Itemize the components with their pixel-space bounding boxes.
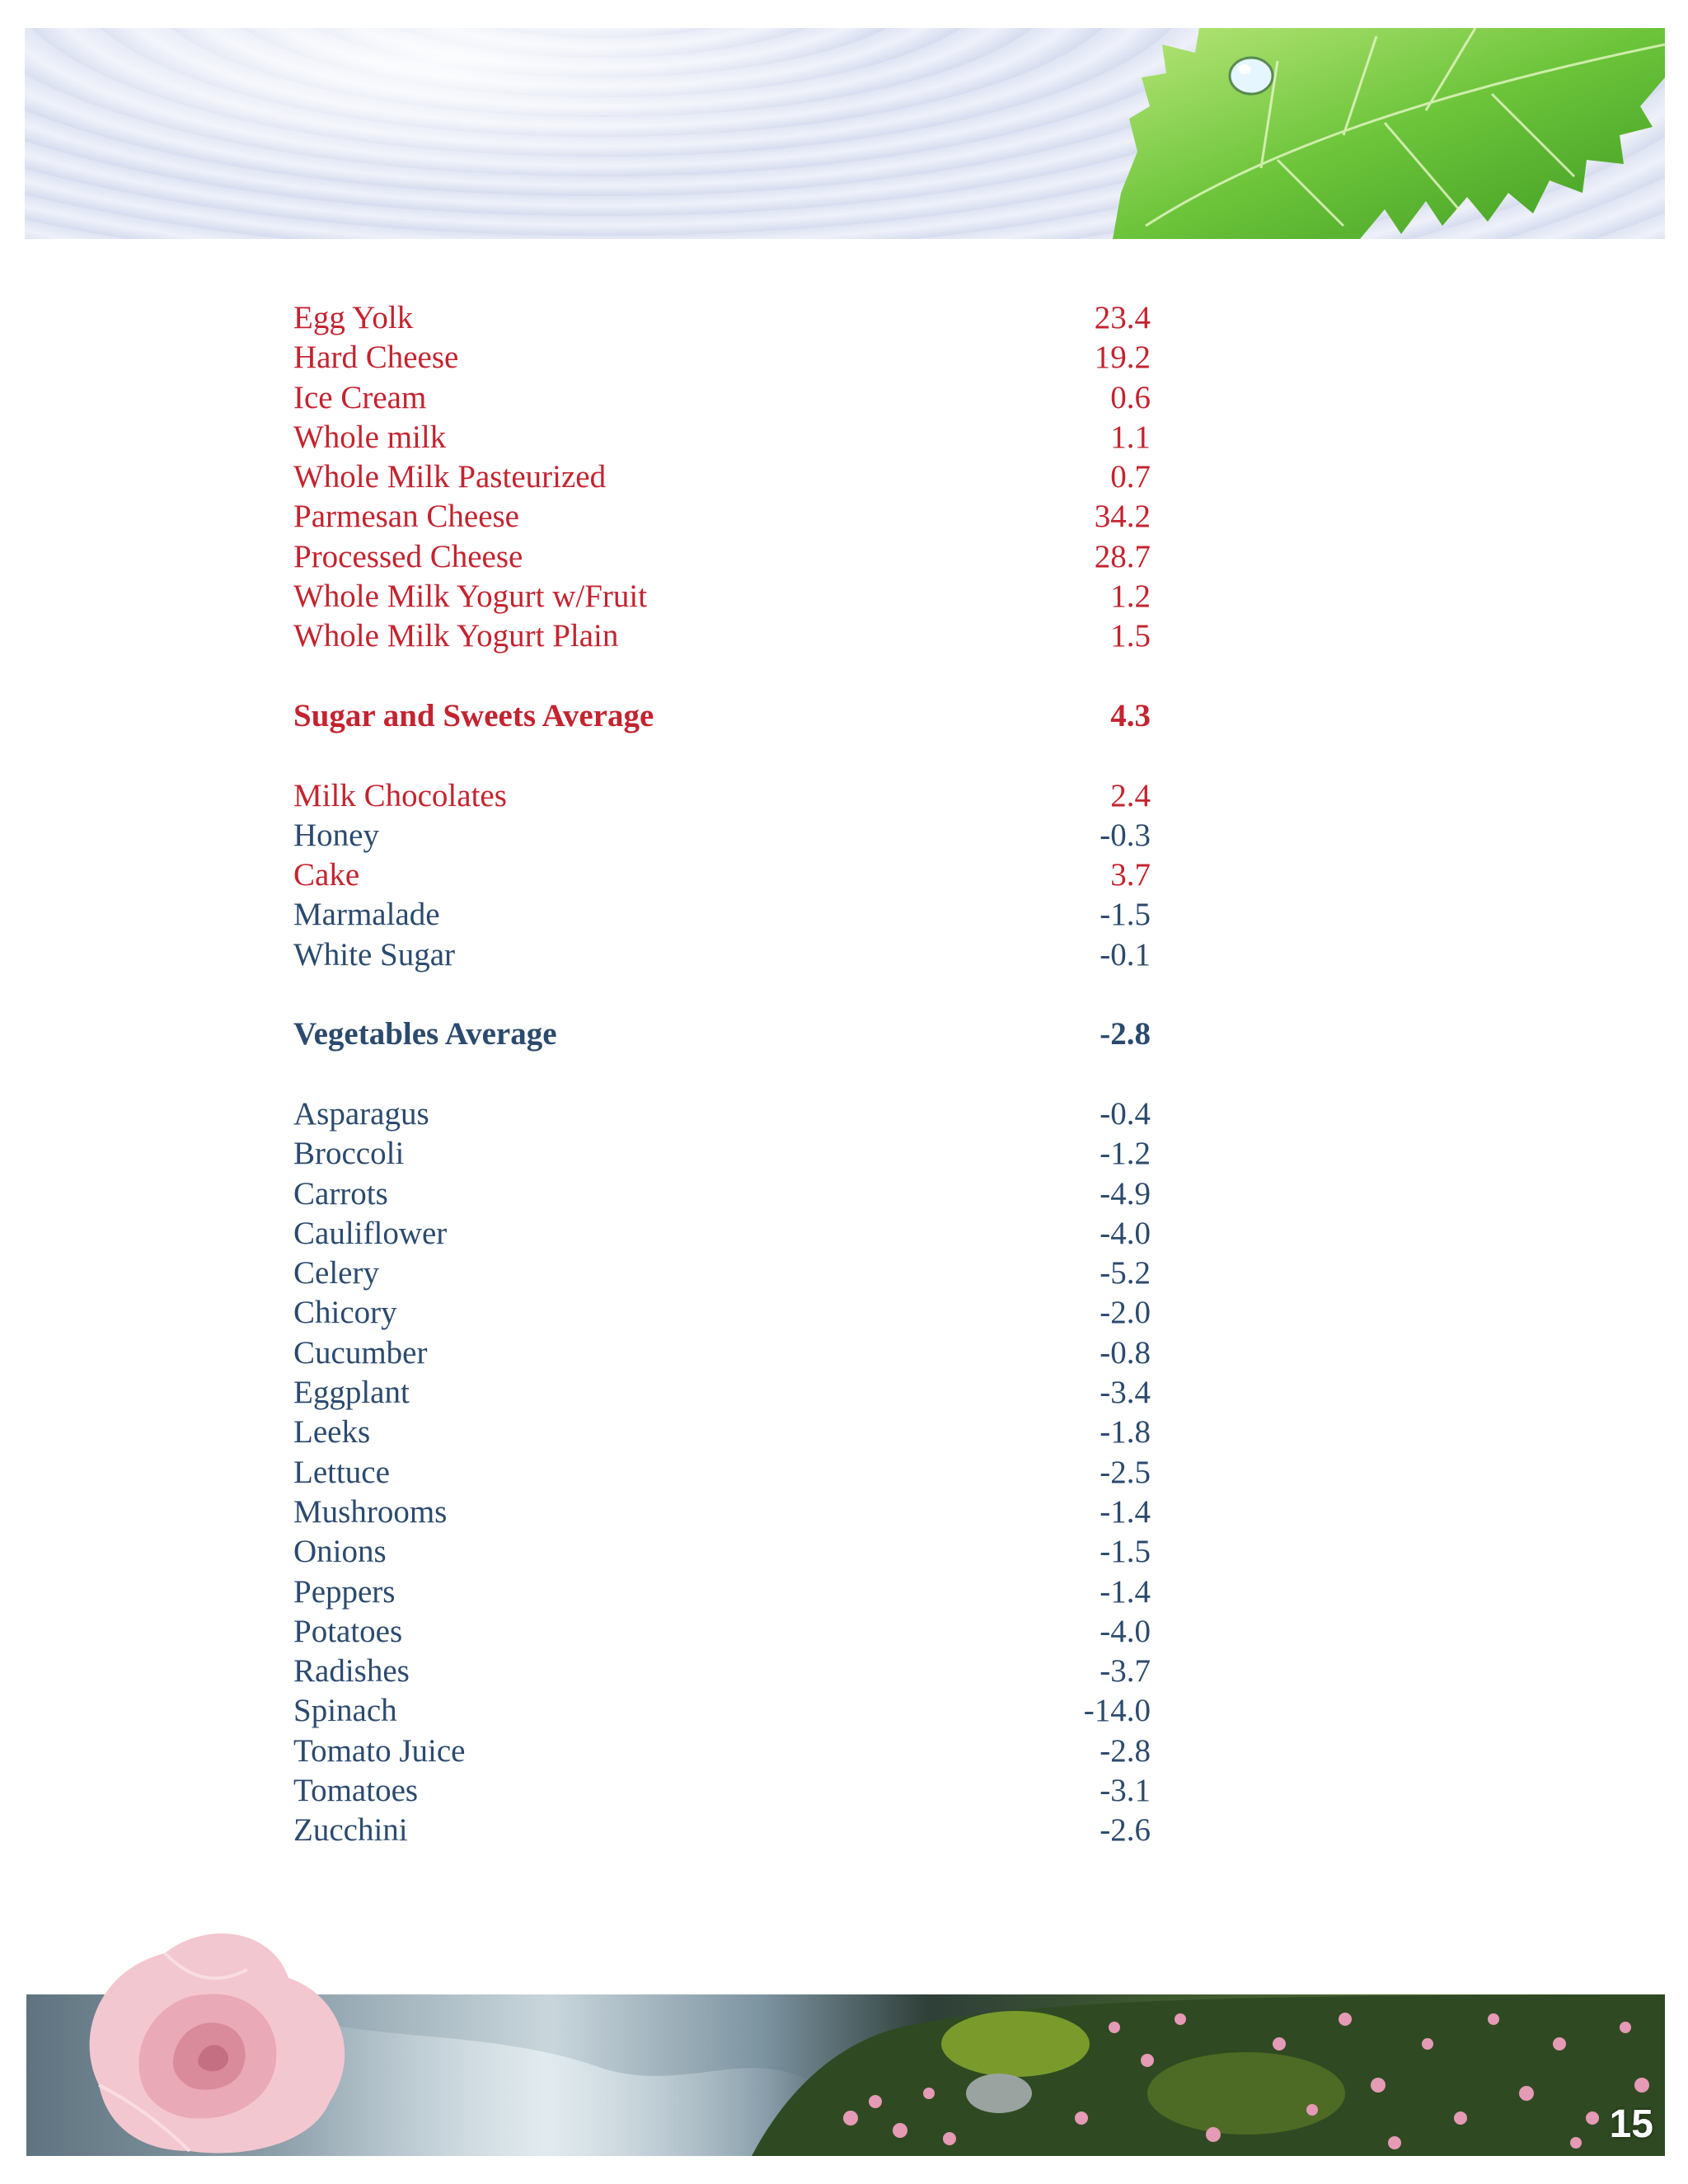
item-name: Carrots: [293, 1175, 388, 1212]
food-value-table: [293, 298, 1151, 1851]
list-item: [293, 418, 1151, 457]
list-item: [293, 935, 1151, 975]
list-item: [293, 1174, 1151, 1214]
item-value: 1.5: [1110, 618, 1151, 654]
item-value: -4.0: [1100, 1613, 1151, 1649]
list-item: [293, 1811, 1151, 1850]
list-item: [293, 457, 1151, 497]
item-name: Cauliflower: [293, 1215, 448, 1251]
section-heading: [293, 696, 1151, 736]
item-value: -1.4: [1100, 1573, 1151, 1610]
item-value: 1.1: [1110, 419, 1151, 455]
item-value: 3.7: [1110, 857, 1151, 893]
item-value: -1.2: [1100, 1136, 1151, 1172]
item-name: Whole Milk Yogurt Plain: [293, 618, 619, 654]
item-value: -2.8: [1100, 1732, 1151, 1769]
item-value: -3.7: [1100, 1653, 1151, 1690]
heading-name: Vegetables Average: [293, 1016, 557, 1052]
list-item: [293, 1691, 1151, 1731]
item-name: Whole Milk Pasteurized: [293, 459, 607, 495]
list-item: [293, 1214, 1151, 1254]
list-item: [293, 1373, 1151, 1413]
item-name: Processed Cheese: [293, 538, 523, 574]
list-item: [293, 776, 1151, 816]
list-item: [293, 1771, 1151, 1811]
list-item: [293, 1732, 1151, 1771]
item-name: Eggplant: [293, 1375, 410, 1411]
list-item: [293, 895, 1151, 935]
item-value: 19.2: [1094, 340, 1151, 376]
list-item: [293, 616, 1151, 656]
item-value: -3.4: [1100, 1375, 1151, 1411]
item-name: Chicory: [293, 1295, 397, 1331]
item-value: -4.9: [1100, 1175, 1151, 1212]
spacer: [293, 975, 1151, 1015]
list-item: [293, 1572, 1151, 1612]
list-item: [293, 378, 1151, 418]
item-value: 28.7: [1094, 538, 1151, 574]
list-item: [293, 855, 1151, 895]
list-item: [293, 497, 1151, 537]
list-item: [293, 816, 1151, 855]
section-vegetables: [293, 1015, 1151, 1850]
moss-patch: [941, 2011, 1090, 2077]
item-value: 0.7: [1110, 459, 1151, 495]
list-item: [293, 577, 1151, 616]
list-item: [293, 298, 1151, 338]
list-item: [293, 537, 1151, 577]
section-heading: [293, 1015, 1151, 1054]
item-name: Cake: [293, 857, 360, 893]
list-item: [293, 1094, 1151, 1134]
item-name: Broccoli: [293, 1136, 405, 1172]
item-value: -3.1: [1100, 1772, 1151, 1808]
water-drop-highlight: [1238, 64, 1251, 74]
item-value: -0.8: [1100, 1334, 1151, 1371]
heading-value: 4.3: [1110, 697, 1151, 733]
item-name: Mushrooms: [293, 1493, 448, 1530]
item-value: -14.0: [1083, 1693, 1151, 1729]
list-item: [293, 1453, 1151, 1493]
list-item: [293, 1413, 1151, 1452]
list-item: [293, 1333, 1151, 1373]
item-name: Parmesan Cheese: [293, 499, 519, 535]
item-value: -0.4: [1100, 1095, 1151, 1132]
item-name: Hard Cheese: [293, 340, 459, 376]
leaf-image: [25, 28, 1665, 239]
spacer: [293, 1055, 1151, 1094]
rose-flower: [90, 1933, 345, 2154]
item-value: -1.8: [1100, 1414, 1151, 1451]
item-name: Cucumber: [293, 1334, 428, 1371]
list-item: [293, 1493, 1151, 1532]
item-name: Peppers: [293, 1573, 396, 1610]
item-name: Marmalade: [293, 897, 440, 933]
list-item: [293, 1532, 1151, 1572]
item-value: -0.1: [1100, 936, 1151, 972]
item-value: -1.5: [1100, 897, 1151, 933]
item-value: 1.2: [1110, 579, 1151, 615]
list-item: [293, 1652, 1151, 1691]
item-name: White Sugar: [293, 936, 456, 972]
item-value: -4.0: [1100, 1215, 1151, 1251]
item-name: Onions: [293, 1534, 387, 1570]
item-value: -2.5: [1100, 1454, 1151, 1490]
list-item: [293, 1612, 1151, 1652]
leaf-shape: [1113, 28, 1665, 239]
item-value: -0.3: [1100, 817, 1151, 853]
list-item: [293, 1293, 1151, 1333]
section-dairy: [293, 298, 1151, 657]
spacer: [293, 657, 1151, 696]
item-value: -2.6: [1100, 1812, 1151, 1849]
page-number: 15: [1609, 2102, 1653, 2146]
item-name: Ice Cream: [293, 379, 427, 415]
heading-name: Sugar and Sweets Average: [293, 697, 654, 733]
item-value: -1.5: [1100, 1534, 1151, 1570]
item-name: Milk Chocolates: [293, 777, 507, 813]
item-name: Whole milk: [293, 419, 447, 455]
list-item: [293, 338, 1151, 377]
spacer: [293, 736, 1151, 776]
water-drop: [1230, 58, 1273, 94]
item-name: Egg Yolk: [293, 300, 414, 335]
item-name: Radishes: [293, 1653, 410, 1690]
rose-image: [49, 1912, 445, 2159]
item-name: Honey: [293, 817, 379, 853]
heading-value: -2.8: [1100, 1016, 1151, 1052]
item-name: Asparagus: [293, 1095, 429, 1132]
item-name: Zucchini: [293, 1812, 408, 1849]
item-value: -5.2: [1100, 1255, 1151, 1291]
list-item: [293, 1134, 1151, 1174]
item-name: Leeks: [293, 1414, 371, 1451]
item-name: Lettuce: [293, 1454, 390, 1490]
item-value: 23.4: [1094, 300, 1151, 335]
item-value: 0.6: [1110, 379, 1151, 415]
section-sugar-sweets: [293, 696, 1151, 975]
item-name: Celery: [293, 1255, 379, 1291]
item-name: Potatoes: [293, 1613, 403, 1649]
item-name: Tomatoes: [293, 1772, 419, 1808]
item-value: 2.4: [1110, 777, 1151, 813]
item-name: Tomato Juice: [293, 1732, 466, 1769]
rock: [966, 2074, 1032, 2113]
header-banner: [25, 28, 1665, 239]
moss-patch: [1147, 2052, 1345, 2135]
list-item: [293, 1254, 1151, 1293]
item-name: Whole Milk Yogurt w/Fruit: [293, 579, 648, 615]
item-value: -2.0: [1100, 1295, 1151, 1331]
item-name: Spinach: [293, 1693, 397, 1729]
item-value: 34.2: [1094, 499, 1151, 535]
item-value: -1.4: [1100, 1493, 1151, 1530]
